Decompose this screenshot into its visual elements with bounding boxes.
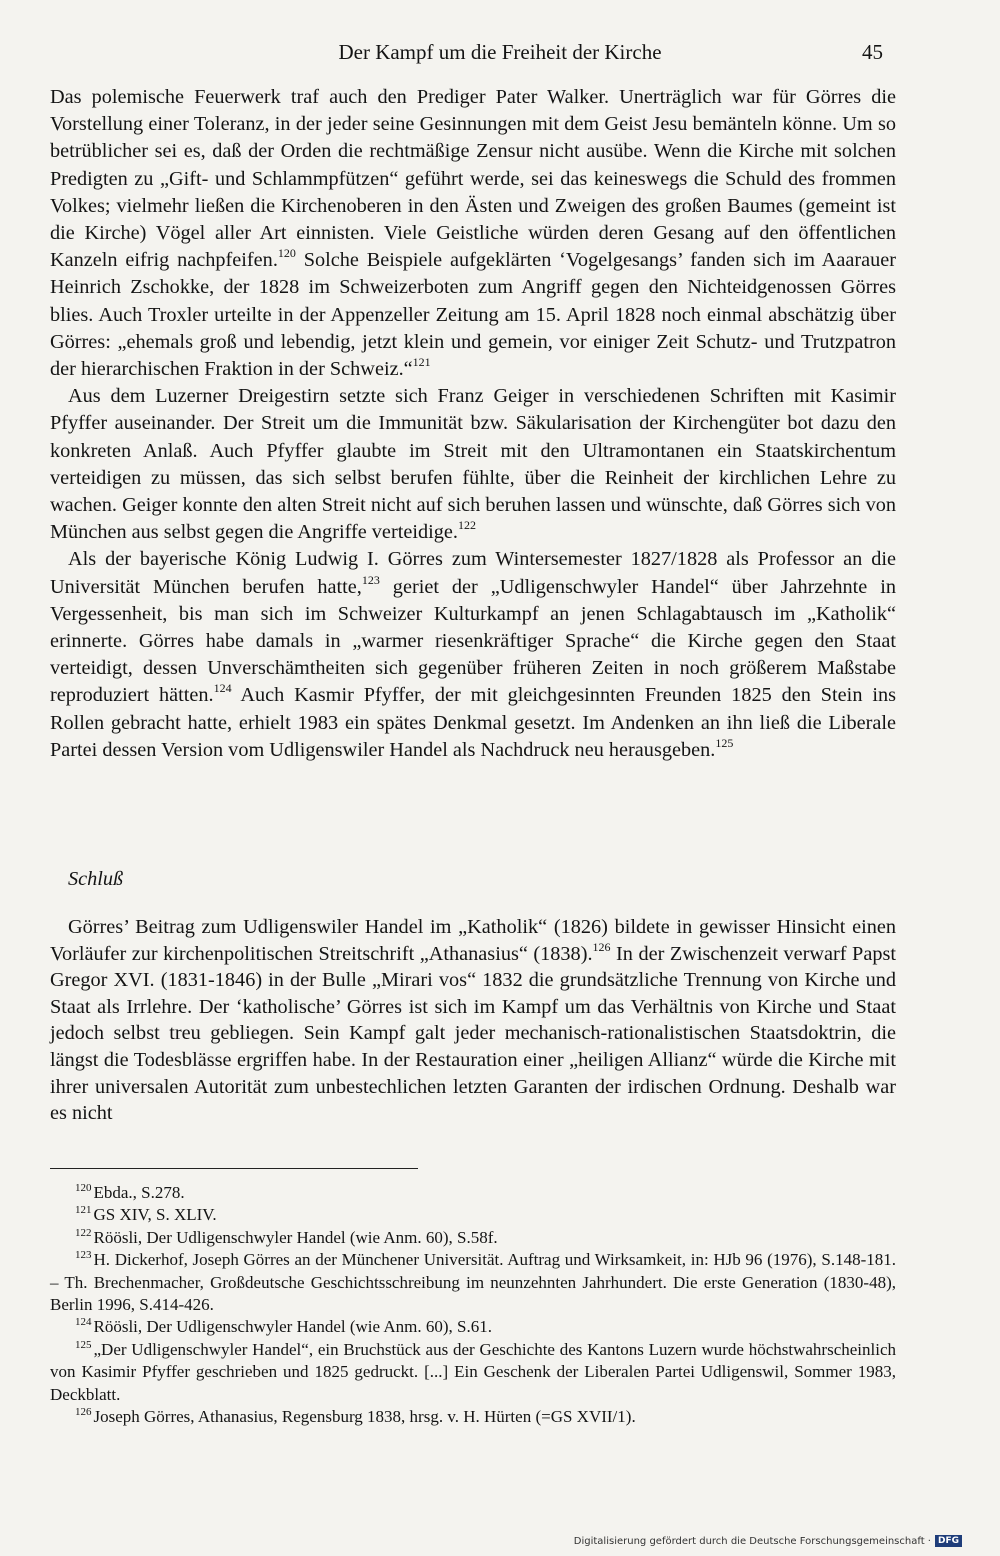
footnote-text: Joseph Görres, Athanasius, Regensburg 1838, hrsg. v. H. Hürten (=GS XVII/1). <box>93 1407 636 1427</box>
section-body <box>50 914 896 1127</box>
footnote-divider <box>50 1168 418 1169</box>
footnote-number: 124 <box>75 1316 92 1329</box>
footnotes <box>50 1182 896 1428</box>
footnote <box>50 1182 896 1204</box>
footnote <box>50 1406 896 1428</box>
footnote <box>50 1339 896 1406</box>
text-span: Auch Kasmir Pfyffer, der mit gleichgesinnten Freunden 1825 den Stein ins Rollen gebracht hatte, erhielt 1983 ein spätes Denkmal gesetzt. Im Andenken an ihn ließ die Liberale Partei dessen Version vom Udligenswiler Handel als Nachdruck neu herausgeben. <box>50 684 896 761</box>
footnote-number: 120 <box>75 1182 92 1194</box>
section-heading: Schluß <box>68 868 124 890</box>
footnote-text: GS XIV, S. XLIV. <box>93 1205 217 1225</box>
footnote-ref[interactable]: 123 <box>361 572 380 587</box>
footnote-ref[interactable]: 121 <box>412 355 431 370</box>
footnote-ref[interactable]: 126 <box>592 939 611 954</box>
page-number: 45 <box>862 40 883 64</box>
footnote-text: „Der Udligenschwyler Handel“, ein Bruchstück aus der Geschichte des Kantons Luzern wurde höchstwahrscheinlich von Kasimir Pfyffer geschrieben und 1825 gedruckt. [...] Ein Geschenk der Liberalen Partei Udligenswil, Sommer 1983, Deckblatt. <box>50 1339 896 1404</box>
footnote-ref[interactable]: 120 <box>277 246 296 261</box>
footnote-number: 125 <box>75 1338 92 1351</box>
footnote-number: 122 <box>75 1226 92 1239</box>
footnote-text: Ebda., S.278. <box>93 1183 185 1202</box>
paragraph <box>50 84 896 383</box>
footnote-number: 121 <box>75 1204 92 1217</box>
paragraph <box>50 914 896 1127</box>
paragraph <box>50 383 896 546</box>
footnote-ref[interactable]: 124 <box>213 681 232 696</box>
text-span: Das polemische Feuerwerk traf auch den Prediger Pater Walker. Unerträglich war für Görres die Vorstellung einer Toleranz, in der jeder seine Gesinnungen mit dem Geist Jesu bemänteln könne. Um so betrüblicher sei es, daß der Orden die rechtmäßige Zensur nicht ausübe. Wenn die Kirche mit solchen Predigten zu „Gift- und Schlammpfützen“ geführt werde, sei das keineswegs die Schuld des frommen Volkes; vielmehr ließen die Kirchenoberen in den Ästen und Zweigen des großen Baumes (gemeint ist die Kirche) Vögel aller Art einnisten. Viele Geistliche würden deren Gesang auf den öffentlichen Kanzeln eifrig nachpfeifen. <box>50 86 896 272</box>
footnote-text: H. Dickerhof, Joseph Görres an der Münchener Universität. Auftrag und Wirksamkeit, in: HJb 96 (1976), S.148-181. – Th. Brechenmacher, Großdeutsche Geschichtsschreibung im neunzehnten Jahrhundert. Die erste Generation (1830-48), Berlin 1996, S.414-426. <box>50 1250 896 1315</box>
running-title: Der Kampf um die Freiheit der Kirche <box>338 40 662 64</box>
footnote-text: Röösli, Der Udligenschwyler Handel (wie Anm. 60), S.58f. <box>93 1227 498 1247</box>
footnote-ref[interactable]: 122 <box>457 518 476 533</box>
text-span: Aus dem Luzerner Dreigestirn setzte sich Franz Geiger in verschiedenen Schriften mit Kasimir Pfyffer auseinander. Der Streit um die Immunität bzw. Säkularisation der Kirchengüter bot dazu den konkreten Anlaß. Auch Pfyffer glaubte im Streit mit den Ultramontanen ein Staatskirchentum verteidigen zu müssen, das sich selbst berufen fühlte, über die Reinheit der kirchlichen Lehre zu wachen. Geiger konnte den alten Streit nicht auf sich beruhen lassen und wünschte, daß Görres sich von München aus selbst gegen die Angriffe verteidige. <box>50 385 896 544</box>
text-span: In der Zwischenzeit verwarf Papst Gregor XVI. (1831-1846) in der Bulle „Mirari vos“ 1832 die grundsätzliche Trennung von Kirche und Staat als Irrlehre. Der ‘katholische’ Görres ist sich im Kampf um das Verhältnis von Kirche und Staat jedoch selbst treu gebliegen. Sein Kampf galt jeder mechanisch-rationalistischen Staatsdoktrin, die längst die Todesblässe ergriffen habe. In der Restauration einer „heiligen Allianz“ würde die Kirche mit ihrer universalen Autorität zum unbestechlichen letzten Garanten der irdischen Ordnung. Deshalb war es nicht <box>50 942 896 1125</box>
credit-text: Digitalisierung gefördert durch die Deutsche Forschungsgemeinschaft · <box>573 1535 931 1547</box>
text-span: Als der bayerische König Ludwig I. Görres zum Wintersemester 1827/1828 als Professor an die Universität München berufen hatte, <box>50 548 896 598</box>
paragraph <box>50 546 896 764</box>
footnote <box>50 1249 896 1316</box>
footnote <box>50 1204 896 1226</box>
footnote-text: Röösli, Der Udligenschwyler Handel (wie Anm. 60), S.61. <box>93 1317 492 1337</box>
text-span: geriet der „Udligenschwyler Handel“ über Jahrzehnte in Vergessenheit, bis man sich im Schweizer Kulturkampf an jenen Schlagabtausch im „Katholik“ erinnerte. Görres habe damals in „warmer riesenkräftiger Sprache“ die Kirche gegen den Staat verteidigt, dessen Unverschämtheiten sich gegenüber früheren Zeiten in noch größerem Maßstabe reproduziert hätten. <box>50 575 896 707</box>
footnote-number: 126 <box>75 1406 92 1419</box>
footnote-ref[interactable]: 125 <box>715 735 734 750</box>
digitization-credit <box>574 1535 962 1547</box>
footnote-number: 123 <box>75 1249 92 1262</box>
dfg-logo-icon: DFG <box>935 1535 962 1547</box>
footnote <box>50 1227 896 1249</box>
body-text <box>50 84 896 764</box>
footnote <box>50 1316 896 1338</box>
text-span: Solche Beispiele aufgeklärten ‘Vogelgesangs’ fanden sich im Aaarauer Heinrich Zschokke, der 1828 im Schweizerboten zum Angriff gegen den Nichteidgenossen Görres blies. Auch Troxler urteilte in der Appenzeller Zeitung am 15. April 1828 noch einmal abschätzig über Görres: „ehemals groß und lebendig, jetzt klein und gemein, vor einiger Zeit Schutz- und Trutzpatron der hierarchischen Fraktion in der Schweiz.“ <box>50 249 896 381</box>
text-span: Görres’ Beitrag zum Udligenswiler Handel im „Katholik“ (1826) bildete in gewisser Hinsicht einen Vorläufer zur kirchenpolitischen Streitschrift „Athanasius“ (1838). <box>50 916 896 965</box>
